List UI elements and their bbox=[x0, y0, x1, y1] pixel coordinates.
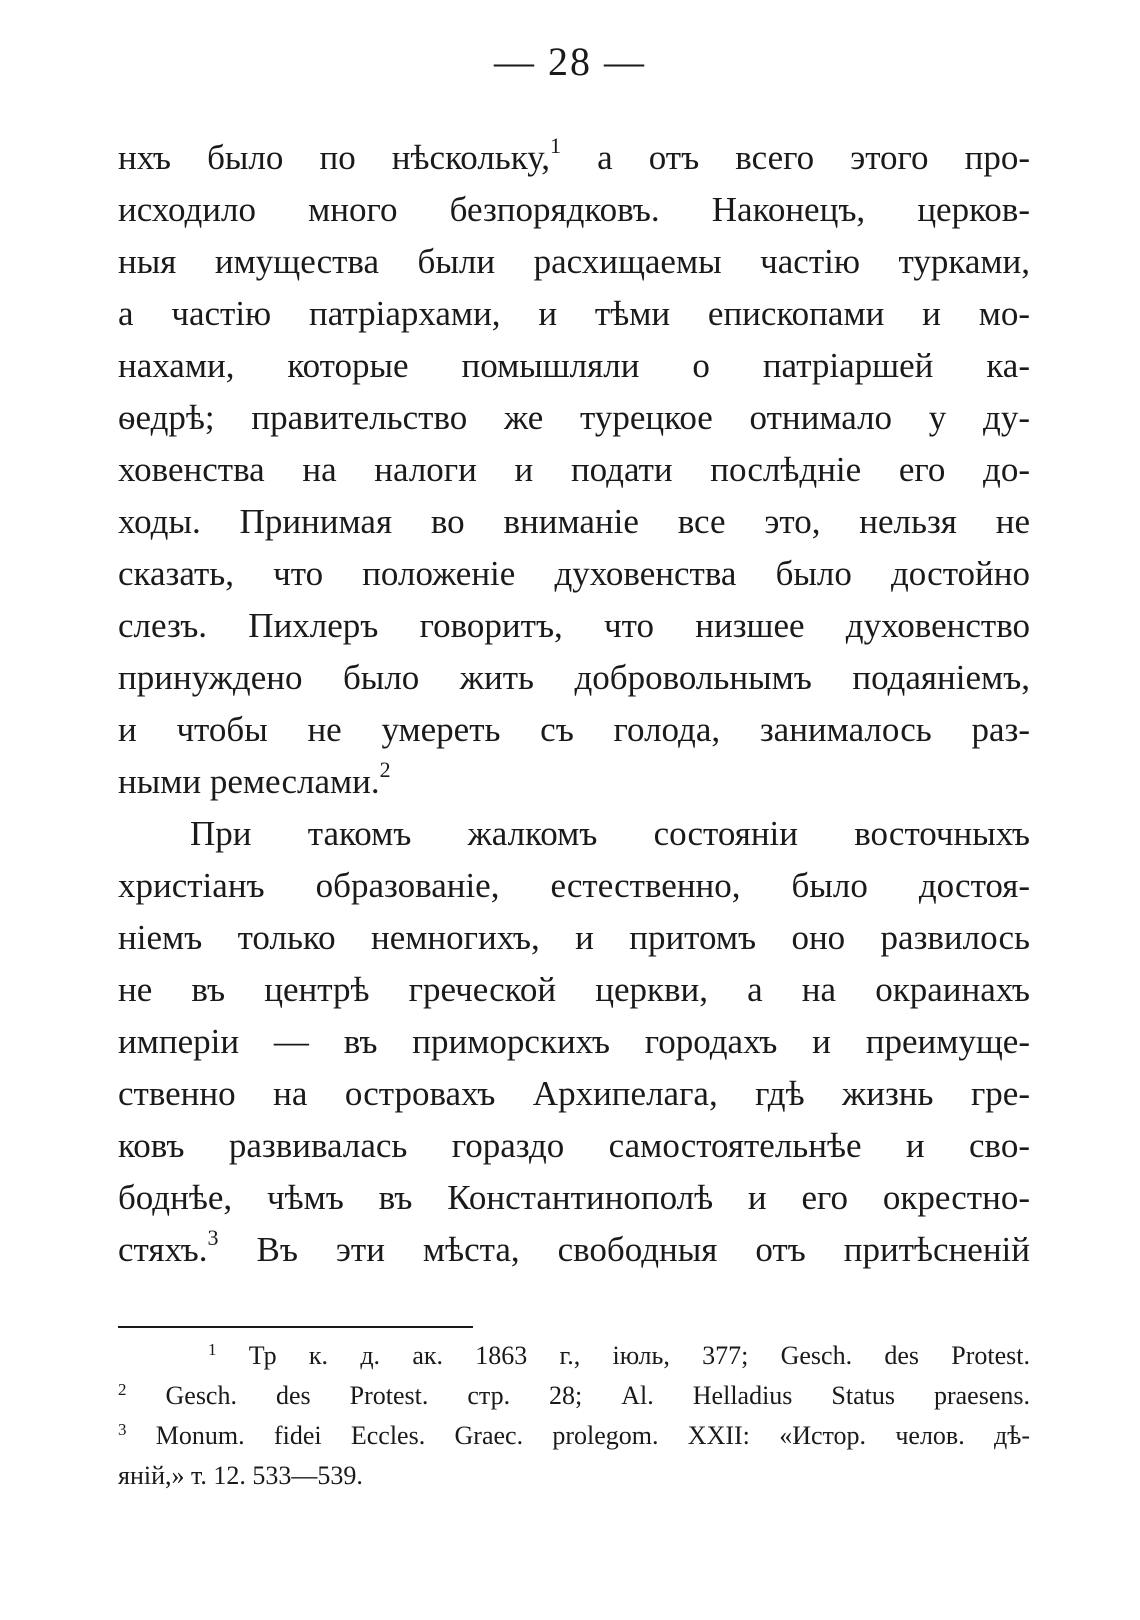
footnote-mark: 2 bbox=[118, 1380, 127, 1399]
footnote-ref: 2 bbox=[379, 757, 391, 782]
text-line: а частію патріархами, и тѣми епископами и мо- bbox=[118, 294, 1030, 333]
main-text bbox=[118, 132, 1030, 1276]
text-line: ховенства на налоги и подати послѣдніе его до- bbox=[118, 450, 1030, 489]
text-line: ныя имущества были расхищаемы частію турками, bbox=[118, 242, 1030, 281]
text-fragment: а отъ всего этого про- bbox=[597, 138, 1030, 177]
text-line: исходило много безпорядковъ. Наконецъ, церков- bbox=[118, 190, 1030, 229]
page-number: — 28 — bbox=[494, 39, 646, 84]
text-fragment: стяхъ. bbox=[118, 1230, 208, 1269]
text-line bbox=[118, 756, 1030, 808]
footnote-mark: 1 bbox=[208, 1340, 217, 1359]
footnote-continuation: яній,» т. 12. 533—539. bbox=[118, 1461, 363, 1490]
footnote bbox=[118, 1376, 1030, 1416]
text-line: ѳедрѣ; правительство же турецкое отнимало у ду- bbox=[118, 398, 1030, 437]
text-line: имперіи — въ приморскихъ городахъ и преимуще- bbox=[118, 1022, 1030, 1061]
text-line: сказать, что положеніе духовенства было достойно bbox=[118, 554, 1030, 593]
footnote bbox=[118, 1336, 1030, 1376]
text-line: христіанъ образованіе, естественно, было достоя- bbox=[118, 866, 1030, 905]
text-line: ходы. Принимая во вниманіе все это, нельзя не bbox=[118, 502, 1030, 541]
text-line: ніемъ только немногихъ, и притомъ оно развилось bbox=[118, 918, 1030, 957]
text-line: ковъ развивалась гораздо самостоятельнѣе и сво- bbox=[118, 1126, 1030, 1165]
footnote-text: Тр к. д. ак. 1863 г., іюль, 377; Gesch. des Protest. bbox=[248, 1341, 1030, 1370]
footnote bbox=[118, 1416, 1030, 1456]
text-line: не въ центрѣ греческой церкви, а на окраинахъ bbox=[118, 970, 1030, 1009]
footnote-text: Gesch. des Protest. стр. 28; Al. Helladius Status praesens. bbox=[165, 1381, 1030, 1410]
text-line: нахами, которые помышляли о патріаршей ка- bbox=[118, 346, 1030, 385]
text-line bbox=[118, 132, 1030, 184]
footnote-text: Monum. fidei Eccles. Graec. prolegom. XXII: «Истор. челов. дѣ- bbox=[155, 1421, 1030, 1450]
footnote-ref: 3 bbox=[207, 1225, 219, 1250]
text-line: и чтобы не умереть съ голода, занималось раз- bbox=[118, 710, 1030, 749]
text-fragment: Въ эти мѣста, свободныя отъ притѣсненій bbox=[256, 1230, 1030, 1269]
footnote-divider bbox=[118, 1326, 473, 1328]
footnote-ref: 1 bbox=[550, 133, 562, 158]
text-fragment: нхъ было по нѣскольку, bbox=[118, 138, 551, 177]
text-line bbox=[118, 1224, 1030, 1276]
footnote-mark: 3 bbox=[118, 1420, 127, 1439]
text-line: боднѣе, чѣмъ въ Константинополѣ и его окрестно- bbox=[118, 1178, 1030, 1217]
text-line: При такомъ жалкомъ состояніи восточныхъ bbox=[190, 814, 1030, 853]
text-line: слезъ. Пихлеръ говоритъ, что низшее духовенство bbox=[118, 606, 1030, 645]
footnotes bbox=[118, 1336, 1030, 1496]
text-fragment: ными ремеслами. bbox=[118, 762, 380, 801]
text-line: принуждено было жить добровольнымъ подаяніемъ, bbox=[118, 658, 1030, 697]
text-line: ственно на островахъ Архипелага, гдѣ жизнь гре- bbox=[118, 1074, 1030, 1113]
